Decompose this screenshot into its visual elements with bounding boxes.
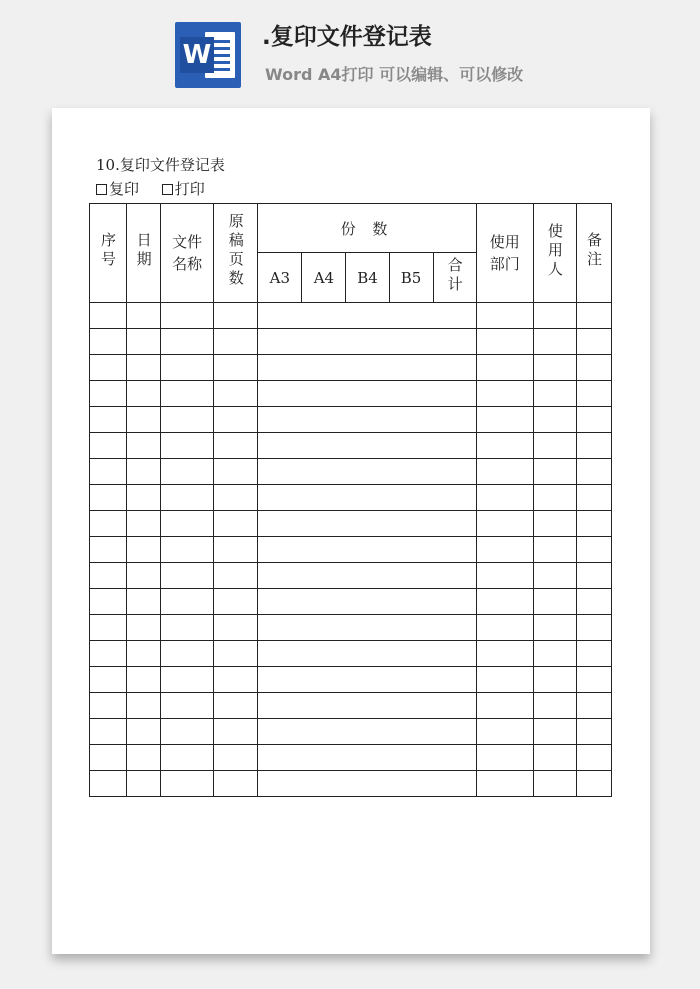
table-cell[interactable]	[90, 589, 127, 615]
header-copies: 份 数	[258, 204, 476, 253]
table-cell[interactable]	[127, 771, 161, 797]
table-cell[interactable]	[533, 511, 576, 537]
table-cell[interactable]	[127, 719, 161, 745]
table-cell[interactable]	[161, 303, 214, 329]
table-cell[interactable]	[127, 433, 161, 459]
table-cell[interactable]	[161, 589, 214, 615]
table-cell[interactable]	[127, 667, 161, 693]
table-row	[90, 667, 612, 693]
table-cell[interactable]	[476, 511, 533, 537]
table-cell[interactable]	[214, 407, 258, 433]
table-cell[interactable]	[90, 381, 127, 407]
option-print-label: 打印	[174, 180, 205, 198]
table-cell[interactable]	[258, 745, 476, 771]
table-cell[interactable]	[127, 641, 161, 667]
table-cell[interactable]	[576, 771, 611, 797]
table-cell[interactable]	[90, 329, 127, 355]
table-cell[interactable]	[476, 355, 533, 381]
print-options	[96, 178, 223, 200]
table-cell[interactable]	[258, 615, 476, 641]
table-cell[interactable]	[576, 329, 611, 355]
table-cell[interactable]	[258, 693, 476, 719]
table-cell[interactable]	[576, 537, 611, 563]
table-cell[interactable]	[533, 355, 576, 381]
table-cell[interactable]	[214, 511, 258, 537]
table-cell[interactable]	[476, 641, 533, 667]
table-cell[interactable]	[214, 355, 258, 381]
table-cell[interactable]	[258, 303, 476, 329]
table-cell[interactable]	[161, 771, 214, 797]
table-cell[interactable]	[161, 407, 214, 433]
table-cell[interactable]	[90, 745, 127, 771]
table-cell[interactable]	[161, 433, 214, 459]
table-cell[interactable]	[576, 693, 611, 719]
word-icon	[175, 22, 241, 88]
table-cell[interactable]	[533, 667, 576, 693]
header-file-name: 文件名称	[161, 204, 214, 303]
table-cell[interactable]	[476, 329, 533, 355]
table-row	[90, 459, 612, 485]
table-cell[interactable]	[576, 407, 611, 433]
header-a4: A4	[302, 253, 346, 303]
table-cell[interactable]	[90, 537, 127, 563]
table-cell[interactable]	[476, 563, 533, 589]
table-cell[interactable]	[214, 641, 258, 667]
table-cell[interactable]	[258, 589, 476, 615]
table-cell[interactable]	[214, 485, 258, 511]
table-cell[interactable]	[533, 303, 576, 329]
table-row	[90, 641, 612, 667]
table-cell[interactable]	[214, 589, 258, 615]
table-cell[interactable]	[161, 485, 214, 511]
table-cell[interactable]	[576, 459, 611, 485]
table-row	[90, 303, 612, 329]
table-cell[interactable]	[127, 745, 161, 771]
table-cell[interactable]	[258, 459, 476, 485]
table-cell[interactable]	[90, 667, 127, 693]
table-cell[interactable]	[161, 537, 214, 563]
table-cell[interactable]	[476, 407, 533, 433]
table-cell[interactable]	[258, 407, 476, 433]
page-title: .复印文件登记表	[262, 24, 432, 50]
table-cell[interactable]	[576, 641, 611, 667]
option-copy-label: 复印	[109, 180, 140, 198]
table-cell[interactable]	[576, 355, 611, 381]
table-cell[interactable]	[90, 771, 127, 797]
table-row	[90, 693, 612, 719]
table-cell[interactable]	[258, 511, 476, 537]
table-cell[interactable]	[258, 563, 476, 589]
table-cell[interactable]	[576, 381, 611, 407]
table-cell[interactable]	[214, 433, 258, 459]
table-cell[interactable]	[533, 537, 576, 563]
table-cell[interactable]	[533, 693, 576, 719]
table-row	[90, 485, 612, 511]
table-cell[interactable]	[161, 511, 214, 537]
table-cell[interactable]	[476, 433, 533, 459]
table-cell[interactable]	[127, 511, 161, 537]
table-cell[interactable]	[127, 537, 161, 563]
table-cell[interactable]	[127, 407, 161, 433]
table-cell[interactable]	[476, 303, 533, 329]
table-cell[interactable]	[127, 459, 161, 485]
table-row	[90, 771, 612, 797]
checkbox-icon[interactable]	[96, 184, 107, 195]
table-cell[interactable]	[533, 459, 576, 485]
table-cell[interactable]	[127, 693, 161, 719]
table-cell[interactable]	[576, 745, 611, 771]
table-cell[interactable]	[576, 563, 611, 589]
table-row	[90, 329, 612, 355]
table-cell[interactable]	[476, 485, 533, 511]
table-cell[interactable]	[576, 511, 611, 537]
table-cell[interactable]	[258, 641, 476, 667]
table-cell[interactable]	[161, 615, 214, 641]
table-cell[interactable]	[258, 485, 476, 511]
table-cell[interactable]	[214, 303, 258, 329]
table-row	[90, 745, 612, 771]
table-cell[interactable]	[161, 719, 214, 745]
document-title: 10.复印文件登记表	[96, 156, 225, 174]
table-cell[interactable]	[214, 615, 258, 641]
table-cell[interactable]	[161, 667, 214, 693]
table-cell[interactable]	[161, 381, 214, 407]
table-cell[interactable]	[214, 537, 258, 563]
table-row	[90, 407, 612, 433]
table-cell[interactable]	[214, 745, 258, 771]
table-cell[interactable]	[90, 355, 127, 381]
option-copy[interactable]	[96, 178, 139, 200]
table-cell[interactable]	[127, 563, 161, 589]
header-b4: B4	[346, 253, 389, 303]
table-cell[interactable]	[127, 381, 161, 407]
table-cell[interactable]	[533, 641, 576, 667]
table-cell[interactable]	[576, 433, 611, 459]
checkbox-icon[interactable]	[162, 184, 173, 195]
table-cell[interactable]	[533, 719, 576, 745]
header-a3: A3	[258, 253, 302, 303]
table-cell[interactable]	[127, 615, 161, 641]
table-cell[interactable]	[214, 329, 258, 355]
table-cell[interactable]	[258, 355, 476, 381]
table-cell[interactable]	[161, 329, 214, 355]
table-cell[interactable]	[476, 745, 533, 771]
table-cell[interactable]	[258, 771, 476, 797]
table-cell[interactable]	[214, 667, 258, 693]
table-cell[interactable]	[576, 485, 611, 511]
table-cell[interactable]	[258, 433, 476, 459]
table-cell[interactable]	[258, 329, 476, 355]
register-table	[89, 203, 612, 797]
table-cell[interactable]	[476, 615, 533, 641]
table-cell[interactable]	[476, 719, 533, 745]
table-cell[interactable]	[161, 641, 214, 667]
table-cell[interactable]	[214, 693, 258, 719]
header-date: 日期	[127, 204, 161, 303]
table-cell[interactable]	[90, 433, 127, 459]
option-print[interactable]	[162, 178, 205, 200]
table-cell[interactable]	[533, 563, 576, 589]
table-cell[interactable]	[127, 329, 161, 355]
table-cell[interactable]	[258, 667, 476, 693]
table-cell[interactable]	[258, 537, 476, 563]
table-cell[interactable]	[90, 407, 127, 433]
table-cell[interactable]	[161, 693, 214, 719]
table-cell[interactable]	[476, 589, 533, 615]
table-cell[interactable]	[576, 589, 611, 615]
table-cell[interactable]	[533, 407, 576, 433]
table-cell[interactable]	[214, 459, 258, 485]
table-cell[interactable]	[533, 745, 576, 771]
table-cell[interactable]	[214, 563, 258, 589]
table-cell[interactable]	[576, 303, 611, 329]
table-cell[interactable]	[214, 381, 258, 407]
table-cell[interactable]	[533, 433, 576, 459]
table-row	[90, 381, 612, 407]
table-row	[90, 355, 612, 381]
table-cell[interactable]	[90, 719, 127, 745]
table-cell[interactable]	[90, 641, 127, 667]
table-body	[90, 303, 612, 797]
table-cell[interactable]	[258, 381, 476, 407]
table-cell[interactable]	[161, 459, 214, 485]
table-cell[interactable]	[258, 719, 476, 745]
word-icon-letter: W	[180, 37, 214, 73]
table-cell[interactable]	[533, 615, 576, 641]
table-cell[interactable]	[90, 511, 127, 537]
table-cell[interactable]	[214, 719, 258, 745]
table-cell[interactable]	[476, 771, 533, 797]
table-row	[90, 615, 612, 641]
table-cell[interactable]	[127, 355, 161, 381]
table-cell[interactable]	[533, 485, 576, 511]
page-subtitle: Word A4打印 可以编辑、可以修改	[265, 65, 524, 84]
table-cell[interactable]	[127, 485, 161, 511]
table-cell[interactable]	[90, 459, 127, 485]
table-row	[90, 589, 612, 615]
table-cell[interactable]	[576, 667, 611, 693]
document-page	[52, 108, 650, 954]
table-cell[interactable]	[476, 693, 533, 719]
header-orig-pages: 原稿页数	[214, 204, 258, 303]
table-cell[interactable]	[476, 459, 533, 485]
header-seq: 序号	[90, 204, 127, 303]
header-b5: B5	[389, 253, 433, 303]
table-cell[interactable]	[90, 615, 127, 641]
table-cell[interactable]	[476, 667, 533, 693]
table-cell[interactable]	[214, 771, 258, 797]
table-row	[90, 719, 612, 745]
table-cell[interactable]	[533, 589, 576, 615]
header-department: 使用部门	[476, 204, 533, 303]
table-cell[interactable]	[161, 745, 214, 771]
table-cell[interactable]	[90, 693, 127, 719]
table-cell[interactable]	[533, 381, 576, 407]
header-total: 合计	[433, 253, 476, 303]
table-cell[interactable]	[576, 615, 611, 641]
table-cell[interactable]	[476, 381, 533, 407]
table-cell[interactable]	[161, 355, 214, 381]
table-cell[interactable]	[90, 303, 127, 329]
table-cell[interactable]	[476, 537, 533, 563]
table-cell[interactable]	[90, 563, 127, 589]
table-cell[interactable]	[90, 485, 127, 511]
table-row	[90, 433, 612, 459]
table-row	[90, 537, 612, 563]
table-cell[interactable]	[533, 771, 576, 797]
table-row	[90, 563, 612, 589]
table-row	[90, 511, 612, 537]
header-remarks: 备注	[576, 204, 611, 303]
table-cell[interactable]	[576, 719, 611, 745]
table-cell[interactable]	[533, 329, 576, 355]
table-cell[interactable]	[161, 563, 214, 589]
header-user: 使用人	[533, 204, 576, 303]
table-cell[interactable]	[127, 589, 161, 615]
table-cell[interactable]	[127, 303, 161, 329]
